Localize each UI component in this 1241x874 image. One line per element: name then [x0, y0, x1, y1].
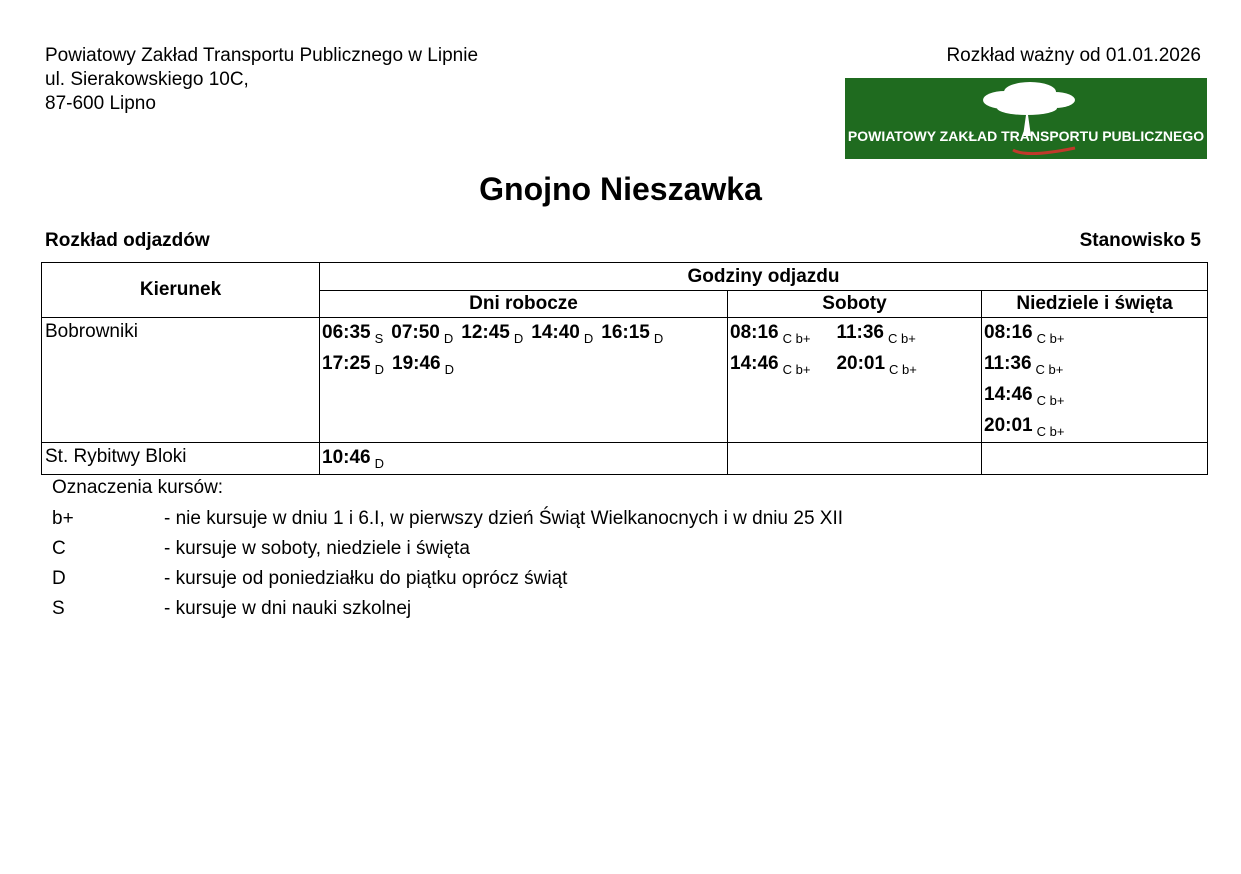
- weekday-departures: [320, 443, 728, 475]
- departure-mark: S: [374, 331, 384, 346]
- departure-mark: D: [583, 331, 594, 346]
- departure-time: 11:36: [984, 353, 1032, 374]
- tree-logo-icon: [845, 78, 1207, 159]
- departure: [836, 318, 915, 349]
- departure: [461, 318, 523, 349]
- departure-time: 11:36: [836, 322, 884, 343]
- departure: [984, 349, 1205, 380]
- column-header-sundays: Niedziele i święta: [982, 291, 1208, 318]
- legend-text: - kursuje od poniedziałku do piątku oprócz świąt: [164, 568, 568, 589]
- departure: [322, 318, 383, 349]
- departure-time: 07:50: [391, 322, 440, 343]
- departure-mark: C b+: [782, 362, 811, 377]
- table-row: [42, 318, 1208, 443]
- departure: [531, 318, 593, 349]
- company-name: Powiatowy Zakład Transportu Publicznego w Lipnie: [45, 45, 479, 66]
- legend-item: [52, 507, 843, 530]
- departure-mark: D: [374, 456, 384, 471]
- stop-title: Gnojno Nieszawka: [479, 171, 762, 207]
- direction-cell: St. Rybitwy Bloki: [42, 443, 320, 475]
- departure-mark: D: [444, 362, 454, 377]
- legend-item: [52, 537, 470, 560]
- legend-title: Oznaczenia kursów:: [52, 477, 224, 498]
- legend-code: S: [52, 598, 65, 619]
- legend-text: - kursuje w soboty, niedziele i święta: [164, 538, 470, 559]
- departure-mark: D: [513, 331, 524, 346]
- legend-code: b+: [52, 508, 74, 529]
- departure: [730, 318, 810, 349]
- departure-time: 06:35: [322, 322, 371, 343]
- legend-item: [52, 567, 567, 590]
- departure-time: 20:01: [984, 415, 1033, 436]
- departure: [984, 411, 1205, 442]
- departures-header: Godziny odjazdu: [320, 263, 1208, 291]
- departure-time: 08:16: [730, 322, 779, 343]
- departure-time: 14:46: [984, 384, 1033, 405]
- schedule-label: Rozkład odjazdów: [45, 230, 210, 251]
- departure-time: 19:46: [392, 353, 441, 374]
- departure-mark: C b+: [1036, 331, 1065, 346]
- departure-time: 12:45: [461, 322, 510, 343]
- departure-mark: C b+: [889, 362, 917, 377]
- departure-mark: C b+: [1036, 424, 1065, 439]
- valid-from: Rozkład ważny od 01.01.2026: [946, 45, 1201, 66]
- departure-time: 14:46: [730, 353, 779, 374]
- departure-time: 16:15: [601, 322, 650, 343]
- legend-text: - nie kursuje w dniu 1 i 6.I, w pierwszy dzień Świąt Wielkanocnych i w dniu 25 XII: [164, 508, 844, 529]
- departure-time: 14:40: [531, 322, 580, 343]
- legend-code: D: [52, 568, 66, 589]
- departure-mark: D: [653, 331, 664, 346]
- legend-item: [52, 597, 411, 620]
- departure-time: 08:16: [984, 322, 1033, 343]
- departure: [836, 349, 916, 380]
- departure: [322, 443, 384, 474]
- departure-time: 17:25: [322, 353, 371, 374]
- address-city: 87-600 Lipno: [45, 93, 156, 114]
- departure-mark: C b+: [887, 331, 916, 346]
- departure-time: 10:46: [322, 447, 371, 468]
- departure: [984, 380, 1205, 411]
- departure-mark: C b+: [782, 331, 811, 346]
- column-header-weekdays: Dni robocze: [320, 291, 728, 318]
- departure: [392, 349, 454, 380]
- saturday-departures: [728, 443, 982, 475]
- direction-header: Kierunek: [42, 263, 320, 318]
- departure-time: 20:01: [836, 353, 886, 374]
- departure: [984, 318, 1205, 349]
- legend-text: - kursuje w dni nauki szkolnej: [164, 598, 412, 619]
- column-header-saturdays: Soboty: [728, 291, 982, 318]
- sunday-departures: [982, 318, 1208, 443]
- company-logo: [845, 78, 1207, 159]
- direction-cell: Bobrowniki: [42, 318, 320, 443]
- departure-mark: D: [374, 362, 384, 377]
- sunday-departures: [982, 443, 1208, 475]
- departure-mark: D: [443, 331, 454, 346]
- departure-mark: C b+: [1036, 393, 1065, 408]
- address-street: ul. Sierakowskiego 10C,: [45, 69, 249, 90]
- saturday-departures: [728, 318, 982, 443]
- departure: [601, 318, 663, 349]
- timetable: [41, 262, 1208, 475]
- departure: [391, 318, 453, 349]
- platform-label: Stanowisko 5: [1079, 230, 1201, 251]
- weekday-departures: [320, 318, 728, 443]
- departure-mark: C b+: [1035, 362, 1064, 377]
- logo-text: POWIATOWY ZAKŁAD TRANSPORTU PUBLICZNEGO: [847, 128, 1205, 144]
- departure: [730, 349, 810, 380]
- departure: [322, 349, 384, 380]
- legend-code: C: [52, 538, 66, 559]
- table-row: [42, 443, 1208, 475]
